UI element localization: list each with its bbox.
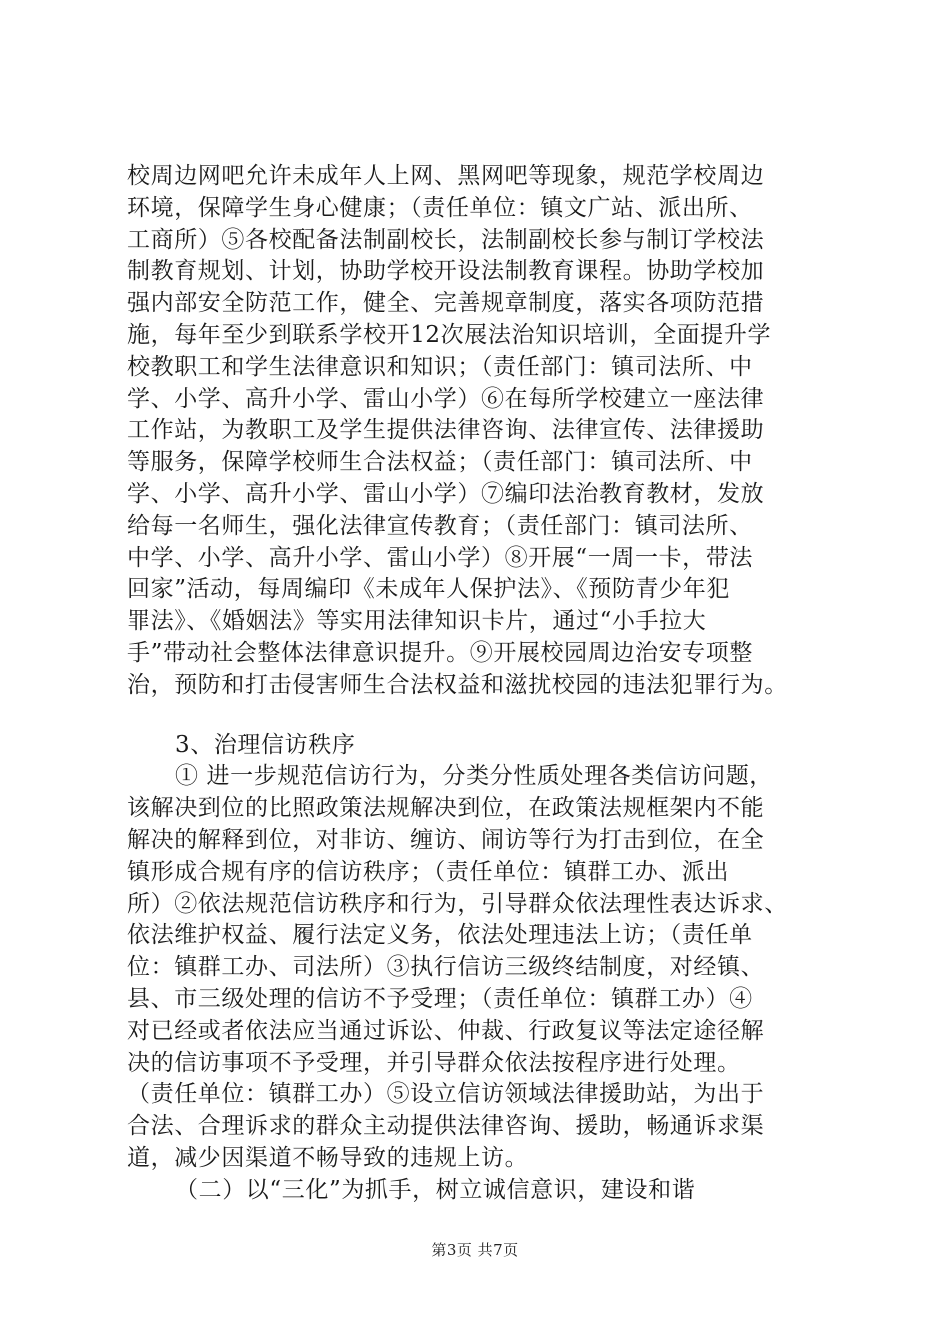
text-line: 罪法》、《婚姻法》等实用法律知识卡片，通过“小手拉大 [127, 608, 707, 635]
text-line: 依法维护权益、履行法定义务，依法处理违法上访；（责任单 [127, 922, 753, 949]
text-line: 道，减少因渠道不畅导致的违规上访。 [127, 1144, 529, 1171]
section-heading: 3、治理信访秩序 [175, 731, 356, 758]
text-line: 中学、小学、高升小学、雷山小学）⑧开展“一周一卡，带法 [127, 544, 753, 571]
text-line: 强内部安全防范工作，健全、完善规章制度，落实各项防范措 [127, 290, 765, 317]
text-line: 该解决到位的比照政策法规解决到位，在政策法规框架内不能 [127, 795, 765, 822]
text-line: 学、小学、高升小学、雷山小学）⑦编印法治教育教材，发放 [127, 480, 765, 507]
text-line: 解决的解释到位，对非访、缠访、闹访等行为打击到位，在全 [127, 826, 765, 853]
text-line: 镇形成合规有序的信访秩序；（责任单位：镇群工办、派出 [127, 858, 730, 885]
text-line: （责任单位：镇群工办）⑤设立信访领域法律援助站，为出于 [127, 1081, 765, 1108]
text-line: 等服务，保障学校师生合法权益；（责任部门：镇司法所、中 [127, 449, 753, 476]
text-line: 环境，保障学生身心健康；（责任单位：镇文广站、派出所、 [127, 194, 753, 221]
text-line: 回家”活动，每周编印《未成年人保护法》、《预防青少年犯 [127, 576, 730, 603]
document-body [127, 161, 847, 1207]
page-footer [0, 1239, 950, 1260]
subsection-heading: （二）以“三化”为抓手，树立诚信意识，建设和谐 [175, 1176, 696, 1203]
paragraph-petition-order [127, 761, 847, 1174]
text-line: 施，每年至少到联系学校开12次展法治知识培训，全面提升学 [127, 321, 772, 348]
text-line: 工作站，为教职工及学生提供法律咨询、法律宣传、法律援助 [127, 417, 765, 444]
text-line: 治，预防和打击侵害师生合法权益和滋扰校园的违法犯罪行为。 [127, 671, 788, 698]
text-line: 县、市三级处理的信访不予受理；（责任单位：镇群工办）④ [127, 985, 753, 1012]
text-line: 对已经或者依法应当通过诉讼、仲裁、行政复议等法定途径解 [127, 1017, 765, 1044]
page-number: 第3页 共7页 [431, 1241, 519, 1259]
text-line: 校周边网吧允许未成年人上网、黑网吧等现象，规范学校周边 [127, 163, 765, 189]
text-line: 手”带动社会整体法律意识提升。⑨开展校园周边治安专项整 [127, 639, 753, 666]
text-line: 决的信访事项不予受理，并引导群众依法按程序进行处理。 [127, 1049, 741, 1076]
text-line: 学、小学、高升小学、雷山小学）⑥在每所学校建立一座法律 [127, 385, 765, 412]
text-line: ① 进一步规范信访行为，分类分性质处理各类信访问题， [175, 763, 773, 790]
text-line: 工商所）⑤各校配备法制副校长，法制副校长参与制订学校法 [127, 226, 765, 253]
text-line: 合法、合理诉求的群众主动提供法律咨询、援助，畅通诉求渠 [127, 1113, 765, 1140]
text-line: 给每一名师生，强化法律宣传教育；（责任部门：镇司法所、 [127, 512, 753, 539]
text-line: 校教职工和学生法律意识和知识；（责任部门：镇司法所、中 [127, 353, 753, 380]
text-line: 制教育规划、计划，协助学校开设法制教育课程。协助学校加 [127, 258, 765, 285]
text-line: 位：镇群工办、司法所）③执行信访三级终结制度，对经镇、 [127, 954, 765, 981]
paragraph-spacing [127, 702, 847, 730]
text-line: 所）②依法规范信访秩序和行为，引导群众依法理性表达诉求、 [127, 890, 788, 917]
paragraph-continuation [127, 161, 847, 702]
